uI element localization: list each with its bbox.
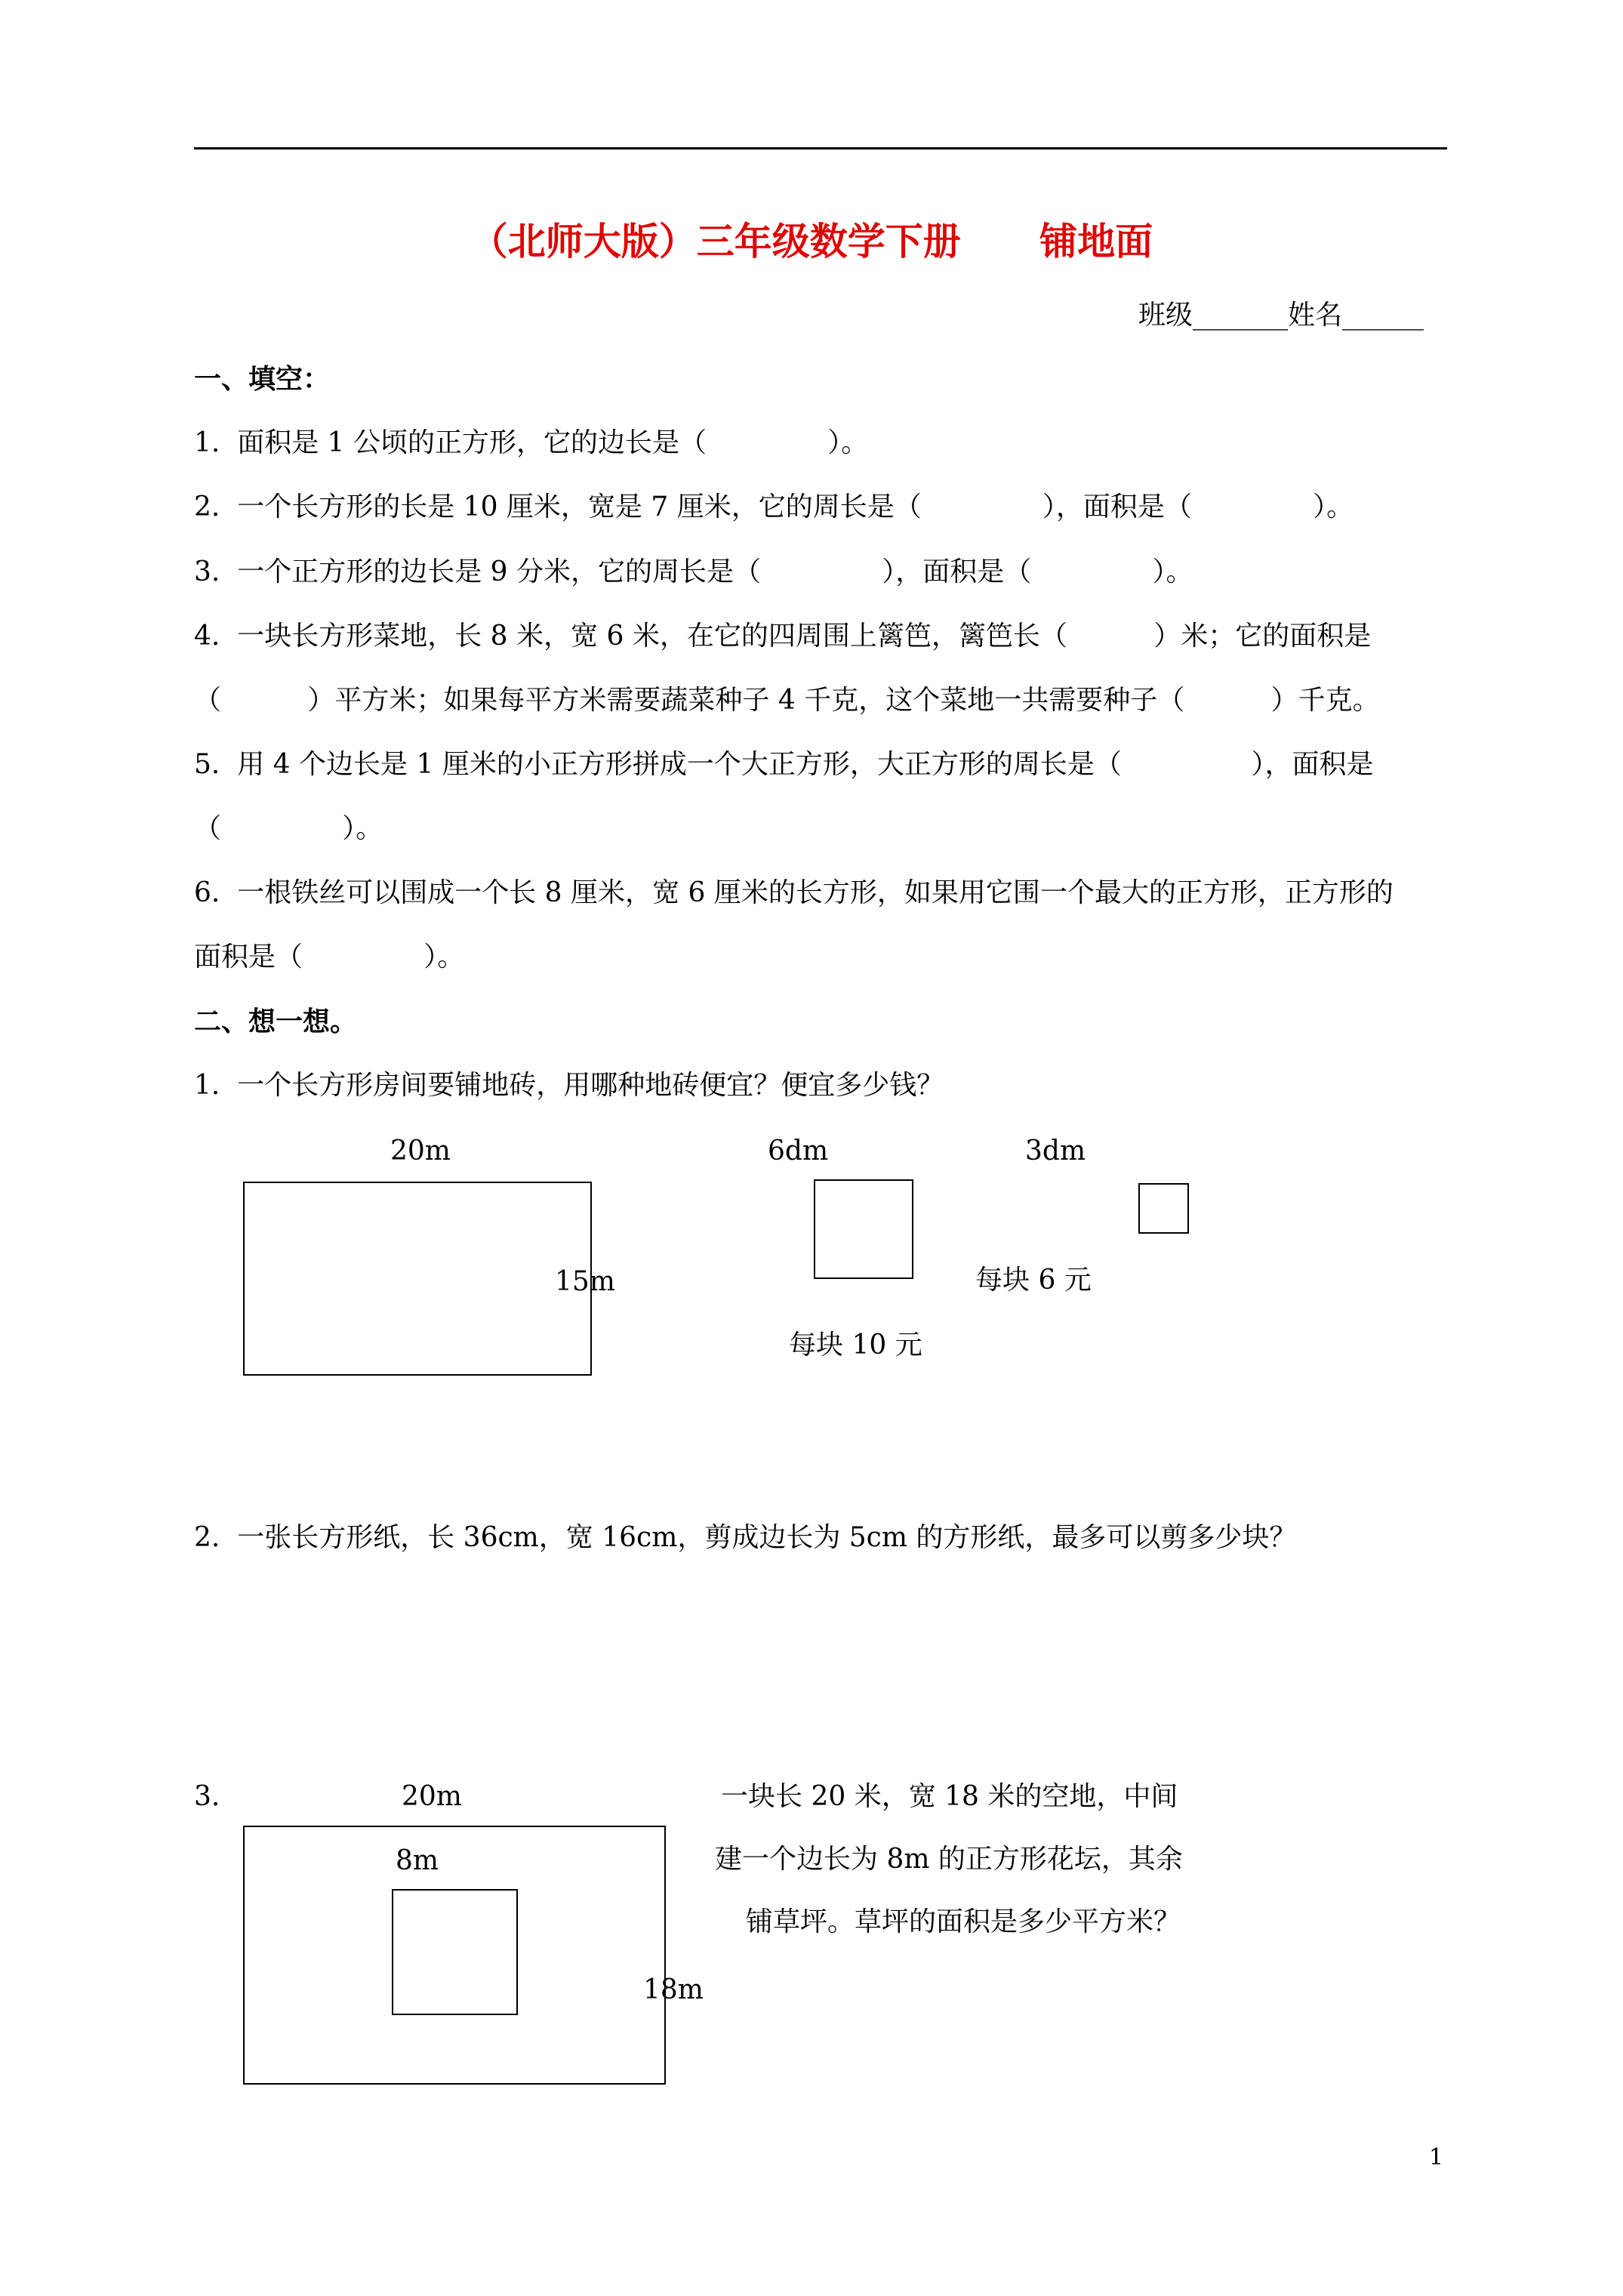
question-1-1: 1. 面积是 1 公顷的正方形，它的边长是（ ）。 — [194, 427, 869, 458]
room-length-label: 20m — [390, 1136, 451, 1166]
question-1-5-line2: （ ）。 — [194, 813, 383, 844]
question-2-3-text-line1: 一块长 20 米，宽 18 米的空地，中间 — [721, 1781, 1178, 1812]
section2-heading: 二、想一想。 — [194, 1006, 358, 1037]
tile-b-price: 每块 6 元 — [975, 1265, 1092, 1296]
flowerbed-side-label: 8m — [396, 1845, 439, 1876]
tile-a-side-label: 6dm — [768, 1136, 829, 1166]
page-number: 1 — [1429, 2144, 1444, 2171]
page-title: （北师大版）三年级数学下册 铺地面 — [470, 219, 1153, 264]
question-1-6-line1: 6. 一根铁丝可以围成一个长 8 厘米，宽 6 厘米的长方形，如果用它围一个最大的正方形，正方形的 — [194, 877, 1394, 908]
section1-heading: 一、填空： — [194, 363, 331, 395]
question-1-2: 2. 一个长方形的长是 10 厘米，宽是 7 厘米，它的周长是（ ），面积是（ ）。 — [194, 492, 1354, 522]
question-2-3-text-line2: 建一个边长为 8m 的正方形花坛，其余 — [715, 1844, 1183, 1875]
room-rectangle — [243, 1182, 592, 1376]
question-1-4-line2: （ ）平方米；如果每平方米需要蔬菜种子 4 千克，这个菜地一共需要种子（ ）千克。 — [194, 685, 1380, 716]
header-rule — [194, 147, 1447, 149]
question-1-6-line2: 面积是（ ）。 — [194, 942, 465, 972]
room-width-label: 15m — [555, 1266, 615, 1297]
tile-a-price: 每块 10 元 — [789, 1330, 922, 1361]
question-2-1: 1. 一个长方形房间要铺地砖，用哪种地砖便宜？便宜多少钱？ — [194, 1070, 944, 1101]
question-1-4-line1: 4. 一块长方形菜地，长 8 米，宽 6 米，在它的四周围上篱笆，篱笆长（ ）米；它的面积是 — [194, 621, 1372, 652]
lot-width-label: 18m — [643, 1974, 704, 2005]
tile-a-square — [814, 1179, 913, 1279]
question-2-3-text-line3: 铺草坪。草坪的面积是多少平方米？ — [746, 1906, 1181, 1937]
question-1-5-line1: 5. 用 4 个边长是 1 厘米的小正方形拼成一个大正方形，大正方形的周长是（ ），面积是 — [194, 749, 1374, 780]
question-2-2: 2. 一张长方形纸，长 36cm，宽 16cm，剪成边长为 5cm 的方形纸，最多可以剪多少块？ — [194, 1522, 1297, 1553]
lot-length-label: 20m — [402, 1781, 462, 1812]
tile-b-square — [1138, 1183, 1189, 1234]
class-name-line: 班级_______姓名______ — [1138, 300, 1424, 331]
tile-b-side-label: 3dm — [1025, 1136, 1086, 1166]
question-1-3: 3. 一个正方形的边长是 9 分米，它的周长是（ ），面积是（ ）。 — [194, 556, 1193, 587]
flowerbed-square — [392, 1889, 518, 2015]
question-2-3-number: 3. — [194, 1781, 220, 1812]
